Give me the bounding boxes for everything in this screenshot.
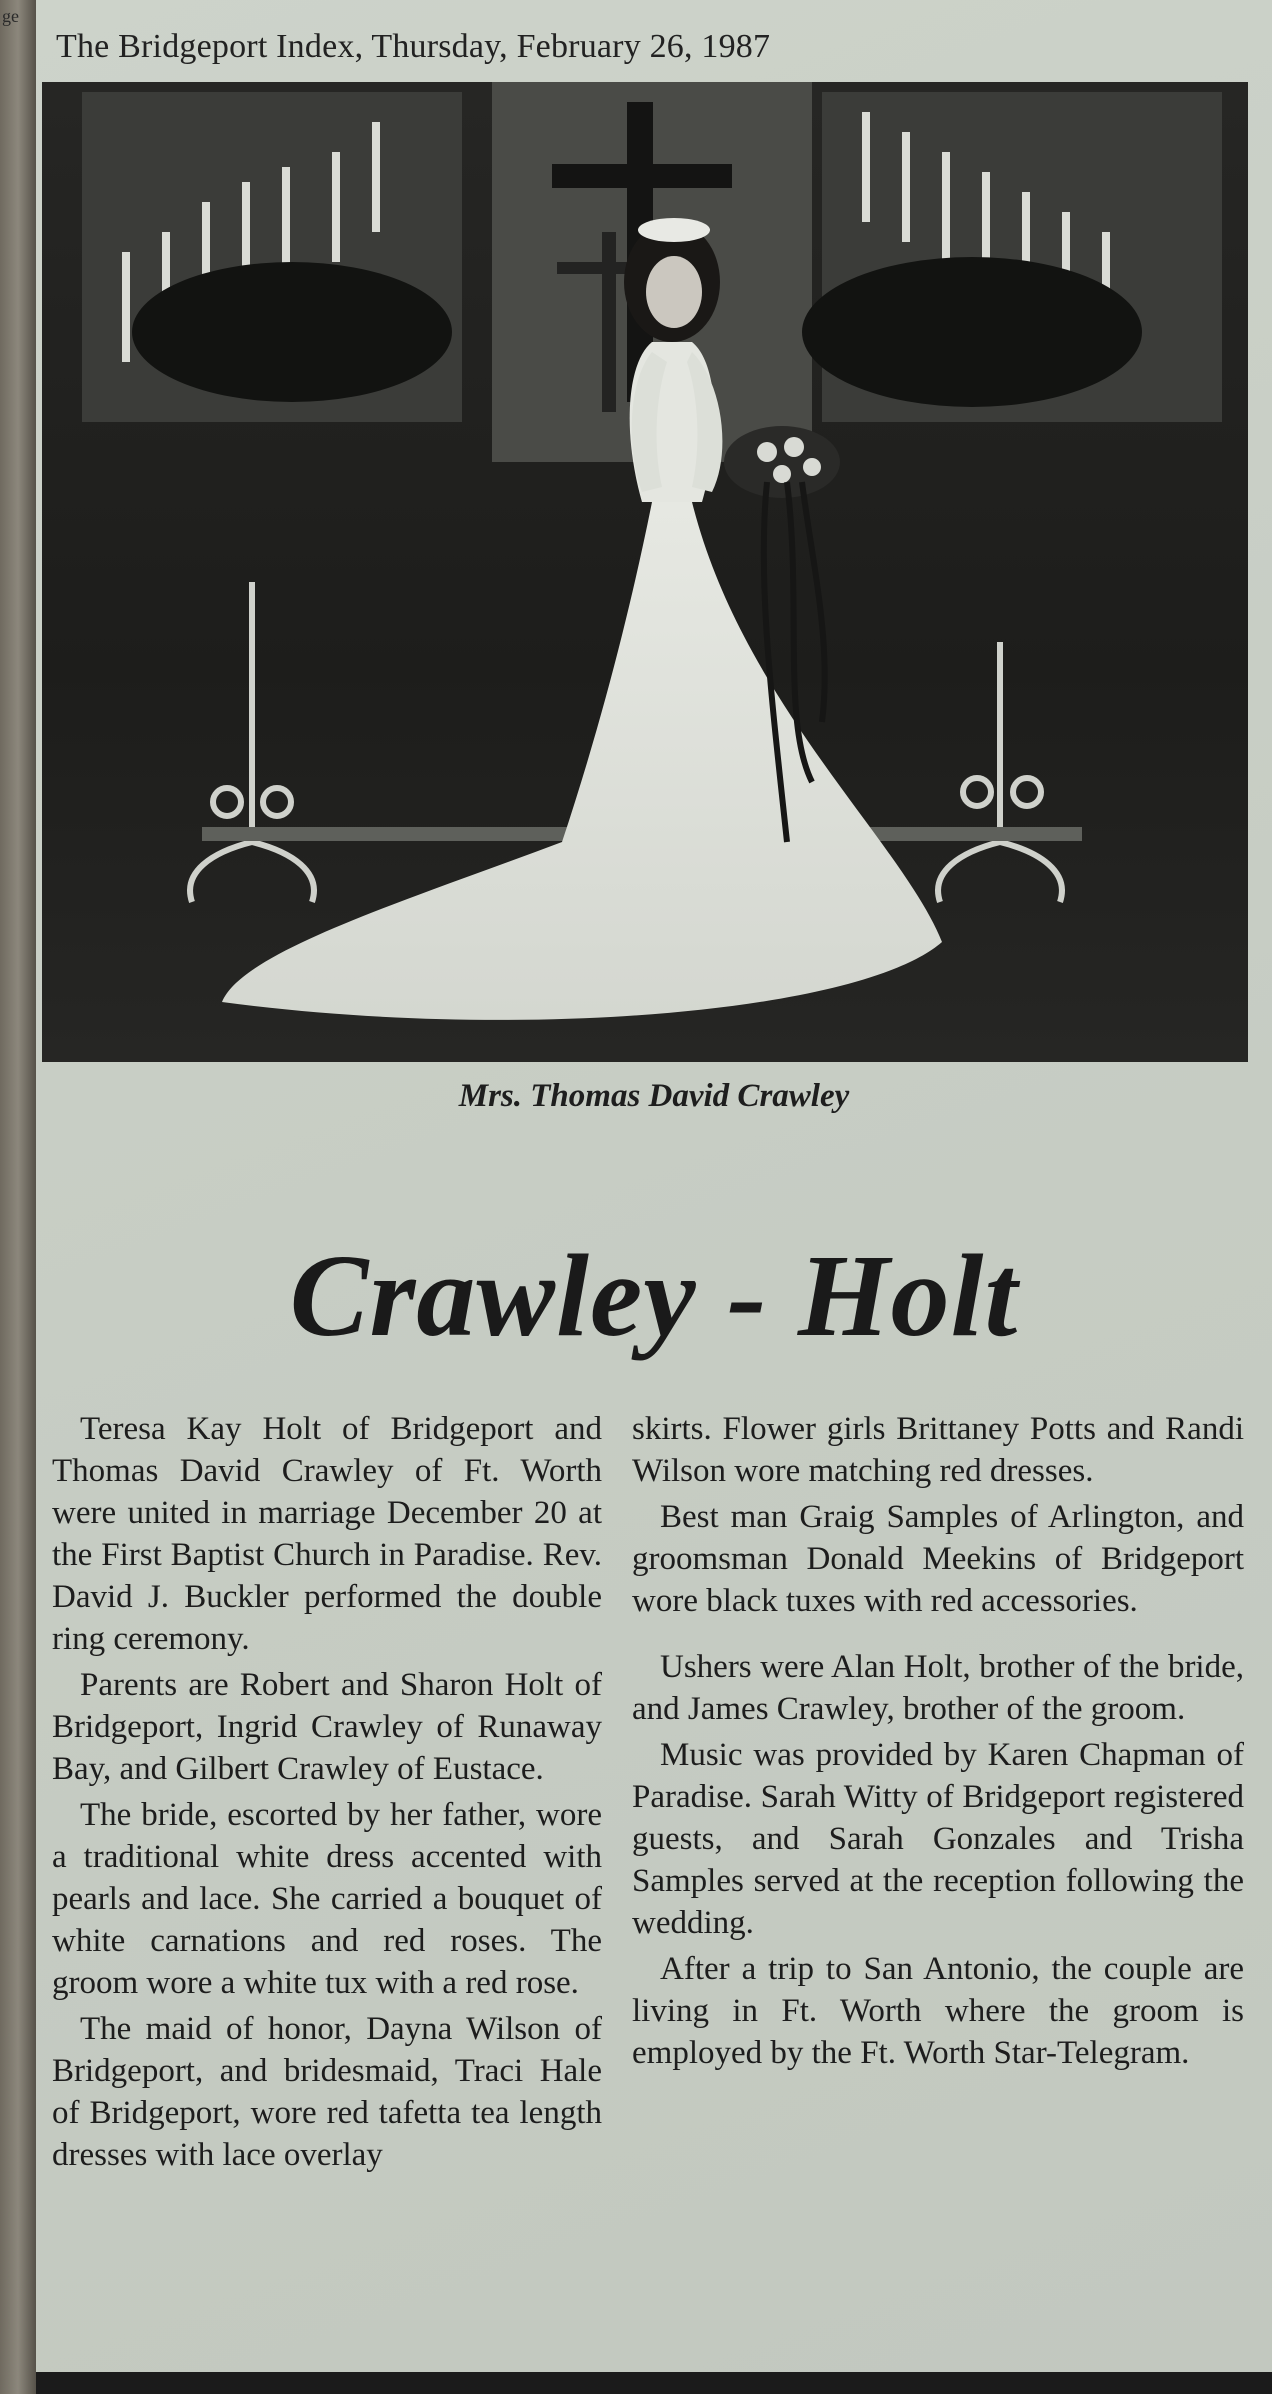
- paragraph: Music was provided by Karen Chapman of Paradise. Sarah Witty of Bridgeport registered guests, and Sarah Gonzales and Trisha Samples served at the reception following the wedding.: [632, 1737, 1244, 1941]
- paragraph: Teresa Kay Holt of Bridgeport and Thomas David Crawley of Ft. Worth were united in marriage December 20 at the First Baptist Church in Paradise. Rev. David J. Buckler performed the double ring ceremony.: [52, 1411, 602, 1657]
- paragraph: Parents are Robert and Sharon Holt of Bridgeport, Ingrid Crawley of Runaway Bay, and Gilbert Crawley of Eustace.: [52, 1667, 602, 1787]
- paragraph: After a trip to San Antonio, the couple are living in Ft. Worth where the groom is employed by the Ft. Worth Star-Telegram.: [632, 1951, 1244, 2071]
- edge-label: ge: [2, 6, 19, 26]
- paragraph: skirts. Flower girls Brittaney Potts and Randi Wilson wore matching red dresses.: [632, 1411, 1244, 1489]
- article-column-left: [52, 1408, 602, 2180]
- paragraph: The maid of honor, Dayna Wilson of Bridgeport, and bridesmaid, Traci Hale of Bridgeport, wore red tafetta tea length dresses with lace overlay: [52, 2011, 602, 2173]
- page-header: The Bridgeport Index, Thursday, February 26, 1987: [56, 28, 771, 65]
- paragraph: Ushers were Alan Holt, brother of the bride, and James Crawley, brother of the groom.: [632, 1649, 1244, 1727]
- photo-caption: Mrs. Thomas David Crawley: [458, 1078, 850, 1114]
- article-column-right: [632, 1408, 1244, 2078]
- binding-edge: [0, 0, 40, 2394]
- newspaper-page: [36, 0, 1272, 2394]
- wedding-portrait-icon: [42, 82, 1248, 1062]
- paragraph: Best man Graig Samples of Arlington, and groomsman Donald Meekins of Bridgeport wore black tuxes with red accessories.: [632, 1499, 1244, 1619]
- paragraph: The bride, escorted by her father, wore a traditional white dress accented with pearls and lace. She carried a bouquet of white carnations and red roses. The groom wore a white tux with a red rose.: [52, 1797, 602, 2001]
- wedding-photo: [42, 82, 1248, 1062]
- bottom-rule: [36, 2372, 1272, 2394]
- article-headline: Crawley - Holt: [289, 1230, 1019, 1361]
